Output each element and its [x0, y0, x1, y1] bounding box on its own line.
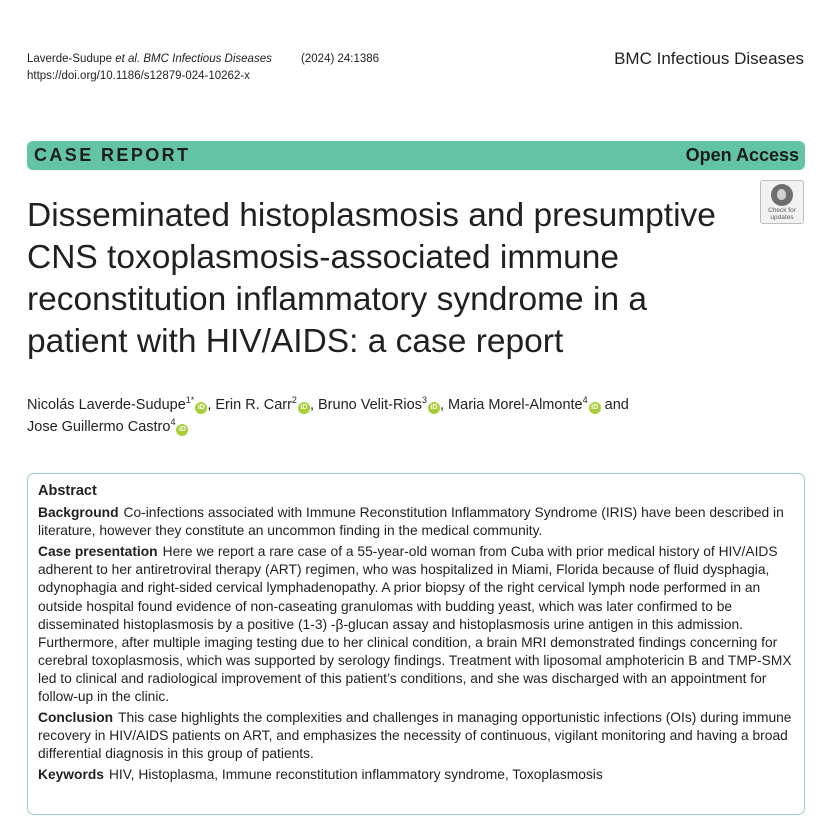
citation-journal: BMC Infectious Diseases — [143, 53, 272, 65]
article-title: Disseminated histoplasmosis and presumptive CNS toxoplasmosis-associated immune reconstitution inflammatory syndrome in a patient with HIV/AIDS: a case report — [27, 197, 716, 360]
article-type: CASE REPORT — [34, 145, 191, 165]
author-affiliation: 2 — [291, 395, 297, 405]
abstract-heading: Abstract — [38, 483, 97, 499]
author-name[interactable]: Bruno Velit-Rios — [318, 397, 422, 413]
author-name[interactable]: Jose Guillermo Castro — [27, 419, 171, 435]
section-text: HIV, Histoplasma, Immune reconstitution inflammatory syndrome, Toxoplasmosis — [108, 767, 603, 783]
author-affiliation: 4 — [582, 395, 588, 405]
author-affiliation: 4 — [170, 417, 176, 427]
journal-name: BMC Infectious Diseases — [614, 49, 804, 68]
article-type-banner — [27, 141, 805, 170]
abstract-background — [38, 504, 794, 540]
citation-line — [27, 51, 379, 68]
orcid-icon[interactable]: iD — [176, 424, 188, 436]
orcid-icon[interactable]: iD — [428, 402, 440, 414]
author-affiliation: 1* — [185, 395, 195, 405]
author-name[interactable]: Maria Morel-Almonte — [448, 397, 583, 413]
author-name[interactable]: Erin R. Carr — [215, 397, 292, 413]
abstract-box — [27, 473, 805, 815]
check-for-updates-label: Check for updates — [768, 207, 796, 221]
author-separator: , — [309, 397, 318, 413]
abstract-conclusion — [38, 709, 794, 763]
doi-link[interactable]: https://doi.org/10.1186/s12879-024-10262-x — [27, 70, 250, 82]
author-list — [27, 394, 787, 438]
orcid-icon[interactable]: iD — [298, 402, 310, 414]
citation-header — [27, 51, 379, 85]
orcid-icon[interactable]: iD — [589, 402, 601, 414]
section-label: Background — [38, 505, 119, 521]
orcid-icon[interactable]: iD — [195, 402, 207, 414]
author-separator: , — [439, 397, 449, 413]
check-for-updates-badge[interactable] — [760, 180, 804, 224]
check-for-updates-icon — [771, 184, 793, 206]
author-separator: , — [207, 397, 216, 413]
section-label: Case presentation — [38, 544, 158, 560]
author-name[interactable]: Nicolás Laverde-Sudupe — [27, 397, 186, 413]
abstract-case-presentation — [38, 543, 794, 706]
abstract-keywords — [38, 766, 794, 784]
citation-authors: Laverde-Sudupe — [27, 53, 116, 65]
section-label: Conclusion — [38, 710, 114, 726]
open-access-label: Open Access — [685, 145, 799, 165]
citation-year: (2024) 24:1386 — [301, 53, 380, 65]
author-separator: and — [600, 397, 629, 413]
author-affiliation: 3 — [421, 395, 427, 405]
section-label: Keywords — [38, 767, 104, 783]
section-text: Here we report a rare case of a 55-year-old woman from Cuba with prior medical history of HIV/AIDS adherent to her antiretroviral therapy (ART) regimen, who was hospitalized in Miami, Florida because of fluid dysphagia, odynophagia and right-sided cervical lymphadenopathy. A prior biopsy of the right cervical lymph node performed in an outside hospital found evidence of non-caseating granulomas with budding yeast, which was later confirmed to be disseminated histoplasmosis by a positive (1-3) -β-glucan assay and histoplasmosis urine antigen in this admission. Furthermore, after multiple imaging testing due to her clinical condition, a brain MRI demonstrated findings concerning for cerebral toxoplasmosis, which was supported by serology findings. Treatment with liposomal amphotericin B and TMP-SMX led to clinical and radiological improvement of this patient’s conditions, and she was discharged with an appointment for follow-up in the clinic. — [38, 544, 792, 705]
section-text: Co-infections associated with Immune Reconstitution Inflammatory Syndrome (IRIS) have been described in literature, however they constitute an uncommon finding in the medical community. — [38, 505, 784, 539]
section-text: This case highlights the complexities and challenges in managing opportunistic infections (OIs) during immune recovery in HIV/AIDS patients on ART, and emphasizes the necessity of continuous, vigilant monitoring and having a broad differential diagnosis in this group of patients. — [38, 710, 792, 762]
citation-etal: et al. — [115, 53, 141, 65]
